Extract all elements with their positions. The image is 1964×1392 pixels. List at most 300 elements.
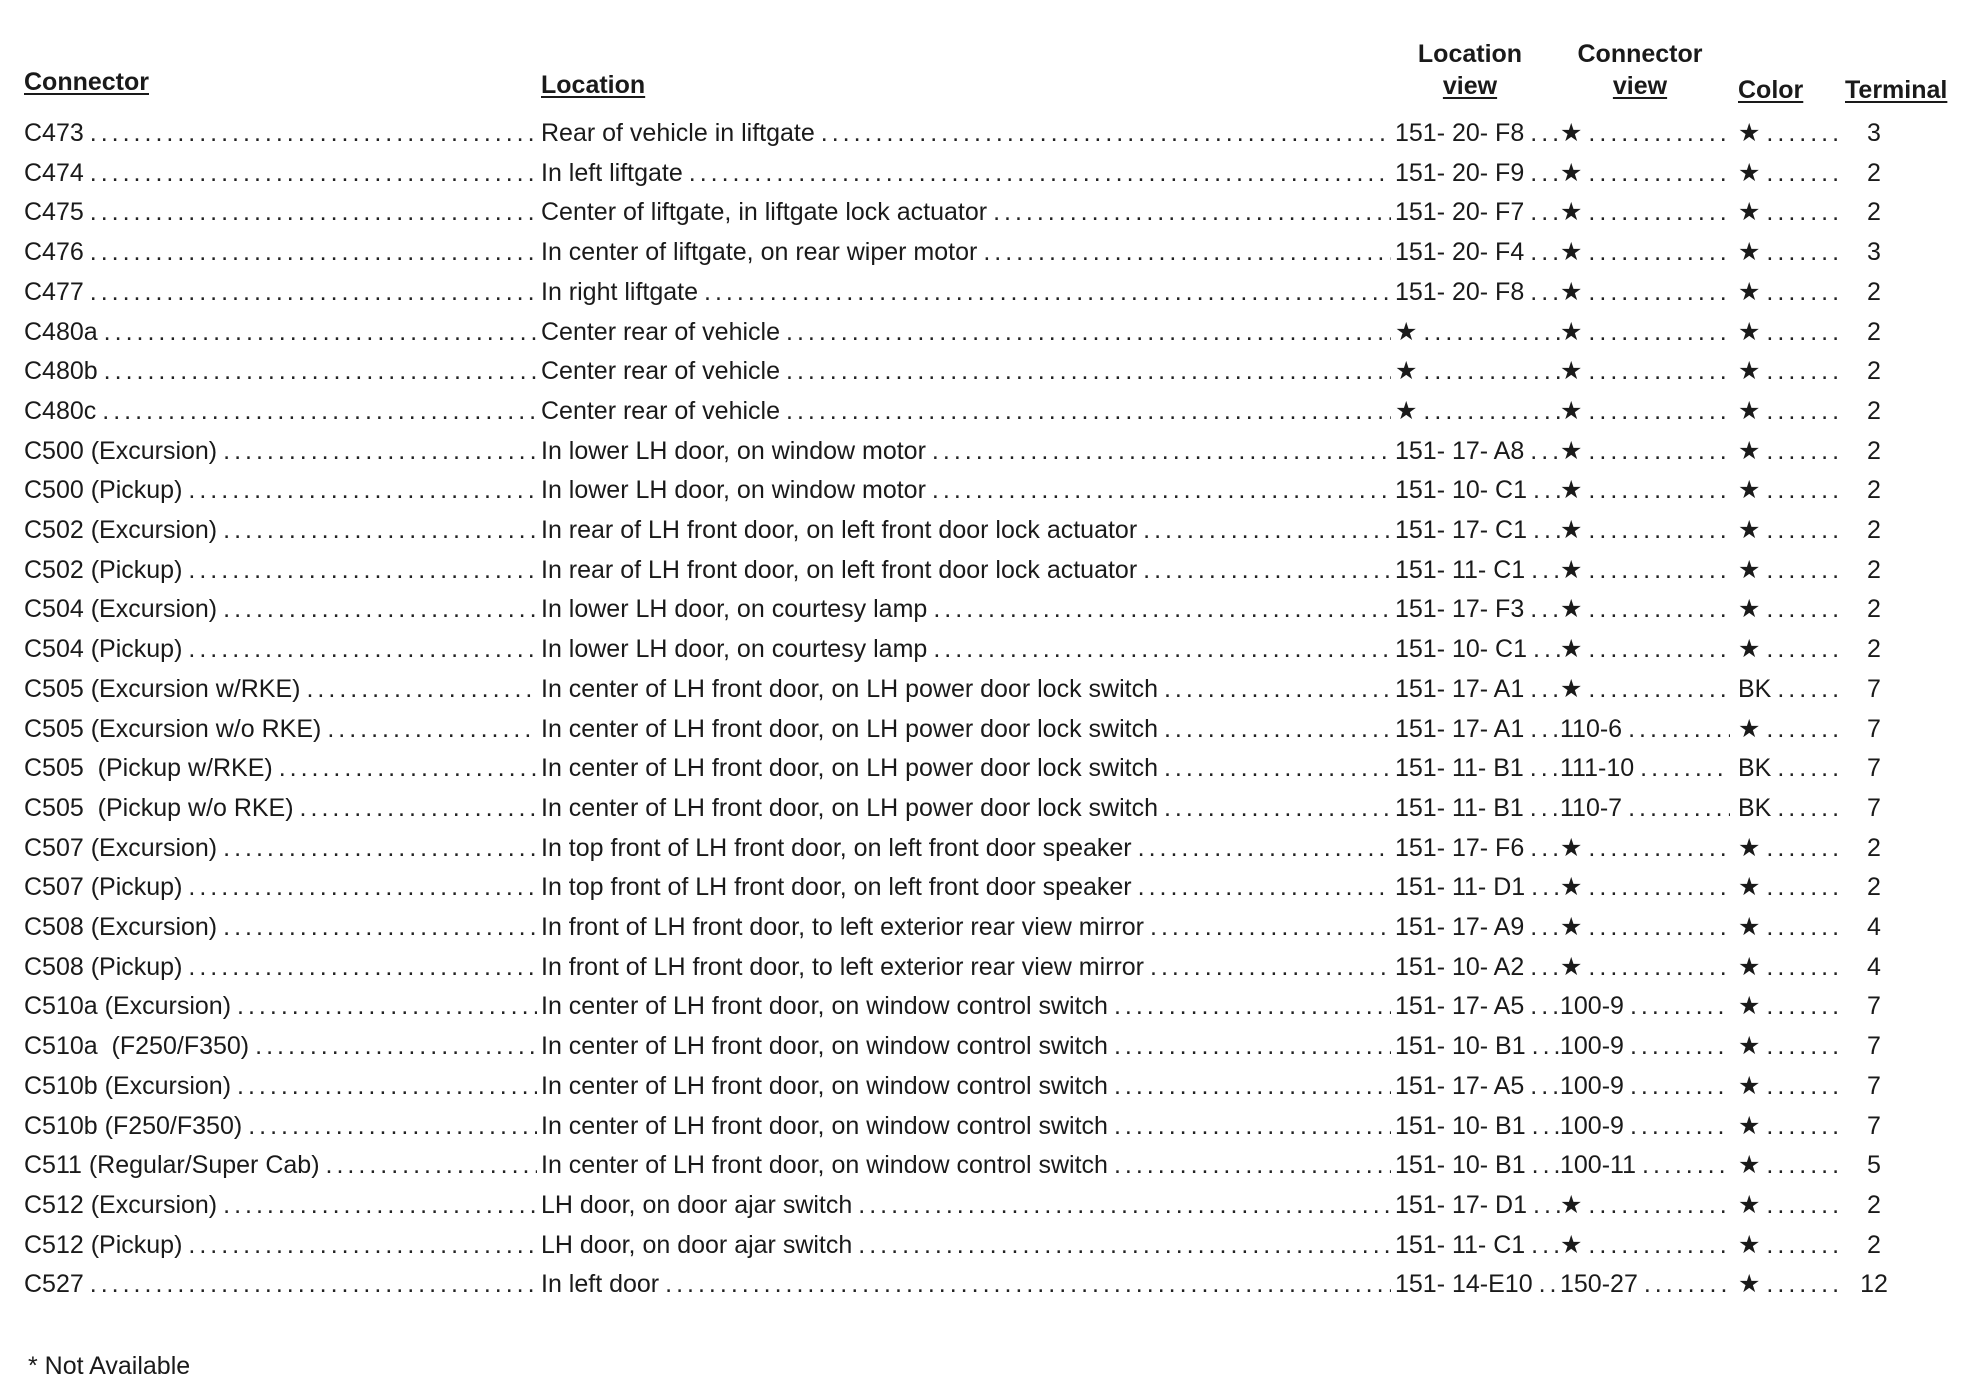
location-value: In center of LH front door, on window control switch xyxy=(541,1111,1108,1140)
cell-location-view xyxy=(1395,550,1560,590)
location-value: In lower LH door, on courtesy lamp xyxy=(541,595,928,624)
dot-leader xyxy=(683,153,1391,193)
cell-connector xyxy=(24,788,537,828)
cell-location-view xyxy=(1395,1106,1560,1146)
color-value: ★ xyxy=(1738,436,1761,465)
cell-location-view xyxy=(1395,1026,1560,1066)
cell-terminal xyxy=(1838,1264,1910,1304)
cell-color xyxy=(1738,550,1838,590)
cell-color xyxy=(1738,431,1838,471)
cell-terminal xyxy=(1838,748,1910,788)
terminal-value: 7 xyxy=(1867,793,1881,822)
connector-view-value: ★ xyxy=(1560,158,1583,187)
cell-connector xyxy=(24,669,537,709)
cell-connector xyxy=(24,550,537,590)
dot-leader xyxy=(217,907,537,947)
cell-connector xyxy=(24,192,537,232)
cell-location xyxy=(541,153,1391,193)
cell-terminal xyxy=(1838,391,1910,431)
connector-value: C510b (Excursion) xyxy=(24,1071,232,1100)
cell-terminal xyxy=(1838,907,1910,947)
cell-connector xyxy=(24,589,537,629)
cell-color xyxy=(1738,629,1838,669)
location-view-value: 151- 17- A5 xyxy=(1395,1071,1525,1100)
connector-view-value: ★ xyxy=(1560,238,1583,267)
connector-view-value: 100-9 xyxy=(1560,1032,1624,1061)
dot-leader xyxy=(852,1185,1391,1225)
connector-value: C480b xyxy=(24,357,98,386)
terminal-value: 7 xyxy=(1867,1111,1881,1140)
cell-connector xyxy=(24,1264,537,1304)
location-view-value: 151- 17- D1 xyxy=(1395,1190,1528,1219)
connector-value: C473 xyxy=(24,119,84,147)
terminal-value: 2 xyxy=(1867,198,1881,227)
location-value: In rear of LH front door, on left front door lock actuator xyxy=(541,516,1138,544)
dot-leader xyxy=(926,470,1391,510)
cell-color xyxy=(1738,669,1838,709)
connector-view-value: ★ xyxy=(1560,674,1583,703)
dot-leader xyxy=(1108,1145,1391,1185)
location-view-value: 151- 10- C1 xyxy=(1395,635,1528,664)
location-value: In left door xyxy=(541,1270,660,1299)
dot-leader xyxy=(1624,1026,1730,1066)
dot-leader xyxy=(217,431,537,471)
cell-location-view xyxy=(1395,947,1560,987)
terminal-value: 2 xyxy=(1867,277,1881,306)
connector-view-value: ★ xyxy=(1560,436,1583,465)
location-value: LH door, on door ajar switch xyxy=(541,1190,853,1219)
cell-terminal xyxy=(1838,709,1910,749)
dot-leader xyxy=(1108,1026,1391,1066)
terminal-value: 7 xyxy=(1867,754,1881,783)
cell-color xyxy=(1738,1225,1838,1265)
cell-color xyxy=(1738,153,1838,193)
dot-leader xyxy=(1582,589,1730,629)
cell-location xyxy=(541,947,1391,987)
dot-leader xyxy=(780,312,1391,352)
location-value: In right liftgate xyxy=(541,277,699,306)
connector-view-value: ★ xyxy=(1560,833,1583,862)
cell-location xyxy=(541,828,1391,868)
cell-location xyxy=(541,1145,1391,1185)
location-view-value: 151- 20- F8 xyxy=(1395,119,1525,147)
cell-terminal xyxy=(1838,431,1910,471)
connector-value: C502 (Pickup) xyxy=(24,555,183,584)
connector-value: C500 (Pickup) xyxy=(24,476,183,505)
dot-leader xyxy=(1760,272,1838,312)
color-value: ★ xyxy=(1738,238,1761,267)
dot-leader xyxy=(1582,1185,1730,1225)
dot-leader xyxy=(182,629,537,669)
dot-leader xyxy=(1622,788,1730,828)
dot-leader xyxy=(1760,867,1838,907)
cell-connector-view xyxy=(1560,272,1730,312)
color-value: ★ xyxy=(1738,396,1761,425)
cell-connector xyxy=(24,828,537,868)
location-value: In front of LH front door, to left exterior rear view mirror xyxy=(541,952,1145,981)
cell-location-view xyxy=(1395,788,1560,828)
cell-color xyxy=(1738,470,1838,510)
dot-leader xyxy=(182,1225,537,1265)
cell-location-view xyxy=(1395,470,1560,510)
terminal-value: 7 xyxy=(1867,714,1881,743)
cell-location-view xyxy=(1395,1264,1560,1304)
cell-location xyxy=(541,669,1391,709)
dot-leader xyxy=(1158,709,1391,749)
cell-connector-view xyxy=(1560,709,1730,749)
color-value: ★ xyxy=(1738,516,1761,544)
cell-terminal xyxy=(1838,1066,1910,1106)
cell-connector xyxy=(24,113,537,153)
cell-terminal xyxy=(1838,867,1910,907)
cell-color xyxy=(1738,272,1838,312)
cell-color xyxy=(1738,192,1838,232)
color-value: ★ xyxy=(1738,833,1761,862)
cell-connector xyxy=(24,153,537,193)
dot-leader xyxy=(1760,153,1838,193)
table-row xyxy=(0,272,1964,312)
dot-leader xyxy=(1533,1264,1560,1304)
dot-leader xyxy=(780,351,1391,391)
connector-value: C504 (Pickup) xyxy=(24,635,183,664)
cell-color xyxy=(1738,351,1838,391)
dot-leader xyxy=(1108,1066,1391,1106)
cell-terminal xyxy=(1838,1106,1910,1146)
dot-leader xyxy=(1417,391,1560,431)
connector-value: C507 (Pickup) xyxy=(24,873,183,902)
location-value: In lower LH door, on window motor xyxy=(541,476,926,505)
cell-terminal xyxy=(1838,153,1910,193)
color-value: ★ xyxy=(1738,952,1761,981)
dot-leader xyxy=(1526,1026,1560,1066)
dot-leader xyxy=(1527,470,1560,510)
terminal-value: 2 xyxy=(1867,476,1881,505)
cell-terminal xyxy=(1838,828,1910,868)
dot-leader xyxy=(1582,867,1730,907)
connector-view-value: ★ xyxy=(1560,952,1583,981)
terminal-value: 2 xyxy=(1867,357,1881,386)
dot-leader xyxy=(84,113,537,153)
color-value: ★ xyxy=(1738,1071,1761,1100)
color-value: ★ xyxy=(1738,555,1761,584)
dot-leader xyxy=(98,312,537,352)
cell-color xyxy=(1738,1264,1838,1304)
table-row xyxy=(0,1106,1964,1146)
connector-value: C510b (F250/F350) xyxy=(24,1111,243,1140)
connector-view-value: ★ xyxy=(1560,913,1583,941)
cell-connector-view xyxy=(1560,431,1730,471)
cell-connector-view xyxy=(1560,748,1730,788)
table-row xyxy=(0,828,1964,868)
connector-value: C500 (Excursion) xyxy=(24,436,218,465)
dot-leader xyxy=(231,1066,537,1106)
cell-connector-view xyxy=(1560,1066,1730,1106)
dot-leader xyxy=(1582,153,1730,193)
dot-leader xyxy=(1524,986,1560,1026)
dot-leader xyxy=(300,669,537,709)
dot-leader xyxy=(1417,351,1560,391)
dot-leader xyxy=(96,391,537,431)
cell-location xyxy=(541,1185,1391,1225)
cell-location-view xyxy=(1395,1225,1560,1265)
cell-connector xyxy=(24,947,537,987)
cell-location-view xyxy=(1395,351,1560,391)
cell-connector xyxy=(24,1106,537,1146)
dot-leader xyxy=(1526,1145,1560,1185)
dot-leader xyxy=(1582,312,1730,352)
connector-view-value: ★ xyxy=(1560,476,1583,505)
dot-leader xyxy=(1760,1026,1838,1066)
table-row xyxy=(0,986,1964,1026)
terminal-value: 2 xyxy=(1867,635,1881,664)
location-value: LH door, on door ajar switch xyxy=(541,1230,853,1259)
cell-connector-view xyxy=(1560,470,1730,510)
cell-color xyxy=(1738,709,1838,749)
cell-connector-view xyxy=(1560,947,1730,987)
location-view-value: 151- 11- B1 xyxy=(1395,793,1524,822)
dot-leader xyxy=(1108,986,1391,1026)
connector-view-value: ★ xyxy=(1560,119,1583,147)
cell-location xyxy=(541,1026,1391,1066)
terminal-value: 7 xyxy=(1867,992,1881,1021)
table-row xyxy=(0,510,1964,550)
dot-leader xyxy=(1137,510,1391,550)
cell-location xyxy=(541,550,1391,590)
cell-location xyxy=(541,351,1391,391)
table-row xyxy=(0,589,1964,629)
cell-location-view xyxy=(1395,986,1560,1026)
table-row xyxy=(0,1264,1964,1304)
dot-leader xyxy=(249,1026,537,1066)
cell-location-view xyxy=(1395,312,1560,352)
connector-view-value: 110-6 xyxy=(1560,714,1623,743)
dot-leader xyxy=(1524,828,1560,868)
terminal-value: 2 xyxy=(1867,595,1881,624)
cell-connector xyxy=(24,709,537,749)
cell-location xyxy=(541,709,1391,749)
header-connector-view: Connector view xyxy=(1577,40,1703,100)
connector-view-value: 100-9 xyxy=(1560,1111,1624,1140)
dot-leader xyxy=(1760,828,1838,868)
connector-view-value: ★ xyxy=(1560,357,1583,386)
dot-leader xyxy=(1582,113,1730,153)
dot-leader xyxy=(1582,391,1730,431)
location-view-value: 151- 17- A1 xyxy=(1395,674,1525,703)
color-value: ★ xyxy=(1738,873,1761,902)
cell-color xyxy=(1738,1145,1838,1185)
connector-value: C510a (F250/F350) xyxy=(24,1032,250,1061)
cell-connector-view xyxy=(1560,589,1730,629)
dot-leader xyxy=(1524,669,1560,709)
dot-leader xyxy=(1760,232,1838,272)
cell-location xyxy=(541,431,1391,471)
cell-terminal xyxy=(1838,1185,1910,1225)
location-value: In center of LH front door, on window control switch xyxy=(541,1071,1108,1100)
cell-connector-view xyxy=(1560,1026,1730,1066)
cell-color xyxy=(1738,510,1838,550)
dot-leader xyxy=(1582,828,1730,868)
cell-color xyxy=(1738,1106,1838,1146)
dot-leader xyxy=(1638,1264,1730,1304)
dot-leader xyxy=(217,589,537,629)
table-row xyxy=(0,1145,1964,1185)
dot-leader xyxy=(1158,788,1391,828)
connector-view-value: ★ xyxy=(1560,873,1583,902)
table-row xyxy=(0,431,1964,471)
location-value: In center of LH front door, on LH power door lock switch xyxy=(541,754,1158,783)
color-value: ★ xyxy=(1738,1270,1761,1299)
dot-leader xyxy=(1624,1106,1730,1146)
cell-location-view xyxy=(1395,709,1560,749)
header-location-view: Location view xyxy=(1417,40,1523,100)
dot-leader xyxy=(1760,1145,1838,1185)
dot-leader xyxy=(698,272,1391,312)
terminal-value: 2 xyxy=(1867,1190,1881,1219)
location-view-value: 151- 20- F4 xyxy=(1395,238,1525,267)
color-value: ★ xyxy=(1738,1230,1761,1259)
connector-view-value: ★ xyxy=(1560,198,1583,227)
location-value: Rear of vehicle in liftgate xyxy=(541,119,815,147)
location-view-value: 151- 17- F3 xyxy=(1395,595,1525,624)
cell-terminal xyxy=(1838,510,1910,550)
cell-connector xyxy=(24,1026,537,1066)
cell-location xyxy=(541,788,1391,828)
cell-terminal xyxy=(1838,629,1910,669)
cell-location-view xyxy=(1395,1145,1560,1185)
dot-leader xyxy=(1524,589,1560,629)
cell-location-view xyxy=(1395,748,1560,788)
dot-leader xyxy=(1760,1185,1838,1225)
cell-location xyxy=(541,986,1391,1026)
dot-leader xyxy=(1108,1106,1391,1146)
connector-value: C510a (Excursion) xyxy=(24,992,232,1021)
cell-terminal xyxy=(1838,113,1910,153)
connector-value: C512 (Excursion) xyxy=(24,1190,218,1219)
location-view-value: 151- 11- D1 xyxy=(1395,873,1526,902)
cell-location-view xyxy=(1395,272,1560,312)
dot-leader xyxy=(1622,709,1730,749)
cell-color xyxy=(1738,867,1838,907)
dot-leader xyxy=(1524,907,1560,947)
location-value: Center rear of vehicle xyxy=(541,317,781,346)
dot-leader xyxy=(1760,709,1838,749)
connector-value: C527 xyxy=(24,1270,84,1299)
connector-value: C502 (Excursion) xyxy=(24,516,218,544)
dot-leader xyxy=(1582,232,1730,272)
table-row xyxy=(0,788,1964,828)
color-value: ★ xyxy=(1738,317,1761,346)
dot-leader xyxy=(217,1185,537,1225)
cell-location xyxy=(541,312,1391,352)
dot-leader xyxy=(1158,748,1391,788)
cell-location-view xyxy=(1395,510,1560,550)
table-row xyxy=(0,748,1964,788)
dot-leader xyxy=(1132,828,1391,868)
connector-view-value: ★ xyxy=(1560,516,1583,544)
color-value: BK xyxy=(1738,793,1772,822)
dot-leader xyxy=(1527,1185,1560,1225)
dot-leader xyxy=(1524,947,1560,987)
dot-leader xyxy=(659,1264,1391,1304)
cell-connector-view xyxy=(1560,986,1730,1026)
dot-leader xyxy=(1524,153,1560,193)
dot-leader xyxy=(1760,986,1838,1026)
cell-location xyxy=(541,1225,1391,1265)
connector-view-value: ★ xyxy=(1560,555,1583,584)
location-view-value: 151- 20- F9 xyxy=(1395,158,1525,187)
dot-leader xyxy=(182,470,537,510)
cell-connector-view xyxy=(1560,1264,1730,1304)
location-view-value: 151- 10- B1 xyxy=(1395,1032,1526,1061)
cell-connector-view xyxy=(1560,629,1730,669)
dot-leader xyxy=(1760,351,1838,391)
cell-location xyxy=(541,1264,1391,1304)
location-view-value: ★ xyxy=(1395,357,1418,386)
dot-leader xyxy=(1760,312,1838,352)
dot-leader xyxy=(927,589,1391,629)
cell-connector xyxy=(24,1225,537,1265)
cell-location xyxy=(541,867,1391,907)
cell-color xyxy=(1738,947,1838,987)
location-view-value: 151- 11- B1 xyxy=(1395,754,1524,783)
cell-terminal xyxy=(1838,788,1910,828)
dot-leader xyxy=(320,1145,537,1185)
location-view-value: 151- 20- F7 xyxy=(1395,198,1525,227)
cell-location-view xyxy=(1395,867,1560,907)
connector-view-value: ★ xyxy=(1560,1190,1583,1219)
cell-location-view xyxy=(1395,1066,1560,1106)
color-value: ★ xyxy=(1738,1111,1761,1140)
location-view-value: 151- 17- A9 xyxy=(1395,913,1525,941)
cell-color xyxy=(1738,1066,1838,1106)
connector-view-value: 100-11 xyxy=(1560,1151,1636,1180)
location-view-value: 151- 10- C1 xyxy=(1395,476,1528,505)
location-view-value: 151- 20- F8 xyxy=(1395,277,1525,306)
connector-value: C476 xyxy=(24,238,84,267)
connector-value: C480c xyxy=(24,396,97,425)
connector-value: C505 (Pickup w/RKE) xyxy=(24,754,273,783)
location-value: In center of LH front door, on window control switch xyxy=(541,1032,1108,1061)
cell-location xyxy=(541,113,1391,153)
color-value: ★ xyxy=(1738,277,1761,306)
cell-location-view xyxy=(1395,907,1560,947)
cell-connector-view xyxy=(1560,550,1730,590)
cell-terminal xyxy=(1838,312,1910,352)
dot-leader xyxy=(1760,391,1838,431)
cell-location xyxy=(541,272,1391,312)
location-value: In center of LH front door, on window control switch xyxy=(541,992,1108,1021)
cell-connector-view xyxy=(1560,907,1730,947)
dot-leader xyxy=(1527,510,1560,550)
table-row xyxy=(0,192,1964,232)
dot-leader xyxy=(1582,510,1730,550)
table-row xyxy=(0,351,1964,391)
terminal-value: 4 xyxy=(1867,913,1881,941)
location-value: In center of LH front door, on window control switch xyxy=(541,1151,1108,1180)
dot-leader xyxy=(977,232,1391,272)
cell-connector-view xyxy=(1560,1145,1730,1185)
cell-connector-view xyxy=(1560,1185,1730,1225)
cell-location-view xyxy=(1395,232,1560,272)
dot-leader xyxy=(1582,1225,1730,1265)
cell-location-view xyxy=(1395,669,1560,709)
dot-leader xyxy=(1771,748,1838,788)
dot-leader xyxy=(321,709,537,749)
table-row xyxy=(0,1026,1964,1066)
color-value: ★ xyxy=(1738,635,1761,664)
dot-leader xyxy=(780,391,1391,431)
terminal-value: 2 xyxy=(1867,873,1881,902)
